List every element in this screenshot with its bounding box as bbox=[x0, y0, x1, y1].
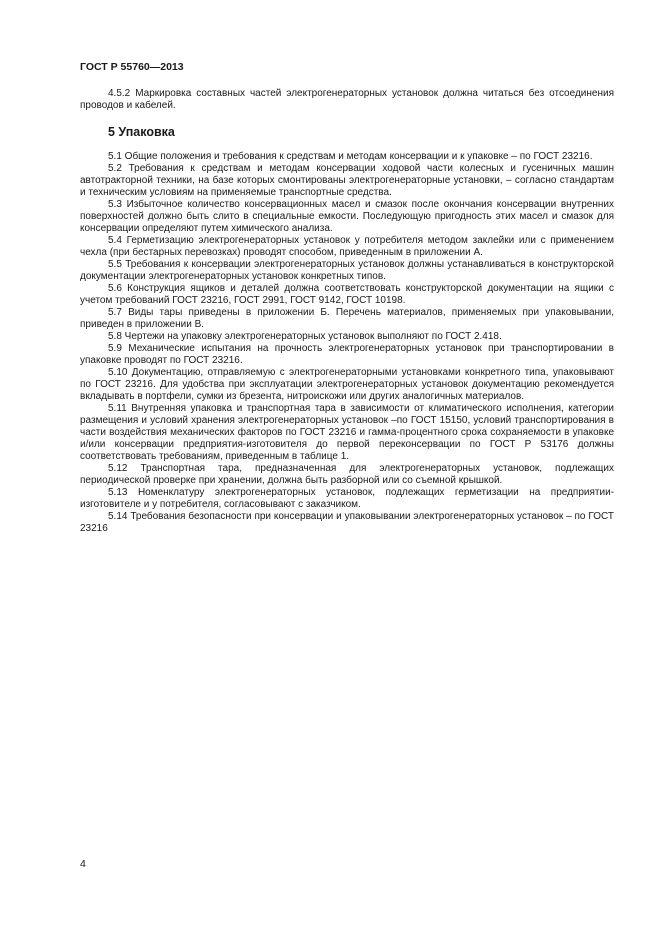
paragraph-5-1: 5.1 Общие положения и требования к средствам и методам консервации и к упаковке – по ГОСТ 23216. bbox=[108, 151, 593, 162]
paragraph-5-9: 5.9 Механические испытания на прочность электрогенераторных установок при транспортировании в упаковке проводят по ГОСТ 23216. bbox=[80, 343, 614, 366]
paragraph-4-5-2: 4.5.2 Маркировка составных частей электрогенераторных установок должна читаться без отсоединения проводов и кабелей. bbox=[80, 88, 614, 111]
paragraph-5-7: 5.7 Виды тары приведены в приложении Б. Перечень материалов, применяемых при упаковывании, приведен в приложении В. bbox=[80, 307, 614, 330]
paragraph-5-13: 5.13 Номенклатуру электрогенераторных установок, подлежащих герметизации на предприятии-изготовителе и у потребителя, согласовывают с заказчиком. bbox=[80, 487, 614, 510]
paragraph-5-2: 5.2 Требования к средствам и методам консервации ходовой части колесных и гусеничных машин автотракторной техники, на базе которых смонтированы электрогенераторные установки, – согласно стандартам и техническим условиям на применяемые транспортные средства. bbox=[80, 163, 614, 198]
document-header: ГОСТ Р 55760—2013 bbox=[80, 61, 184, 73]
paragraph-5-3: 5.3 Избыточное количество консервационных масел и смазок после окончания консервации внутренних поверхностей должно быть слито в специальные емкости. Последующую пригодность этих масел и смазок для консервации определяют путем химического анализа. bbox=[80, 199, 614, 234]
document-body bbox=[80, 88, 614, 535]
paragraph-5-14: 5.14 Требования безопасности при консервации и упаковывании электрогенераторных установок – по ГОСТ 23216 bbox=[80, 511, 614, 534]
paragraph-5-11: 5.11 Внутренняя упаковка и транспортная тара в зависимости от климатического исполнения, категории размещения и условий хранения электрогенераторных установок –по ГОСТ 15150, условий транспортирования в части воздействия механических факторов по ГОСТ 23216 и гамма-процентного срока сохраняемости в упаковке и/или консервации предприятия-изготовителя до первой переконсервации по ГОСТ Р 53176 должны соответствовать требованиям, приведенным в таблице 1. bbox=[80, 403, 614, 462]
section-title: 5 Упаковка bbox=[108, 125, 175, 139]
paragraph-5-10: 5.10 Документацию, отправляемую с электрогенераторными установками конкретного типа, упаковывают по ГОСТ 23216. Для удобства при эксплуатации электрогенераторных установок документацию рекомендуется вкладывать в портфели, сумки из брезента, нитроискожи или других аналогичных материалов. bbox=[80, 367, 614, 402]
paragraph-5-8: 5.8 Чертежи на упаковку электрогенераторных установок выполняют по ГОСТ 2.418. bbox=[108, 331, 502, 342]
page-number: 4 bbox=[80, 858, 86, 870]
paragraph-5-5: 5.5 Требования к консервации электрогенераторных установок должны устанавливаться в конструкторской документации электрогенераторных установок конкретных типов. bbox=[80, 259, 614, 282]
paragraph-5-12: 5.12 Транспортная тара, предназначенная для электрогенераторных установок, подлежащих периодической проверке при хранении, должна быть разборной или со съемной крышкой. bbox=[80, 463, 614, 486]
paragraph-5-6: 5.6 Конструкция ящиков и деталей должна соответствовать конструкторской документации на ящики с учетом требований ГОСТ 23216, ГОСТ 2991, ГОСТ 9142, ГОСТ 10198. bbox=[80, 283, 614, 306]
paragraph-5-4: 5.4 Герметизацию электрогенераторных установок у потребителя методом заклейки или с применением чехла (при бестарных перевозках) проводят способом, приведенным в приложении А. bbox=[80, 235, 614, 258]
